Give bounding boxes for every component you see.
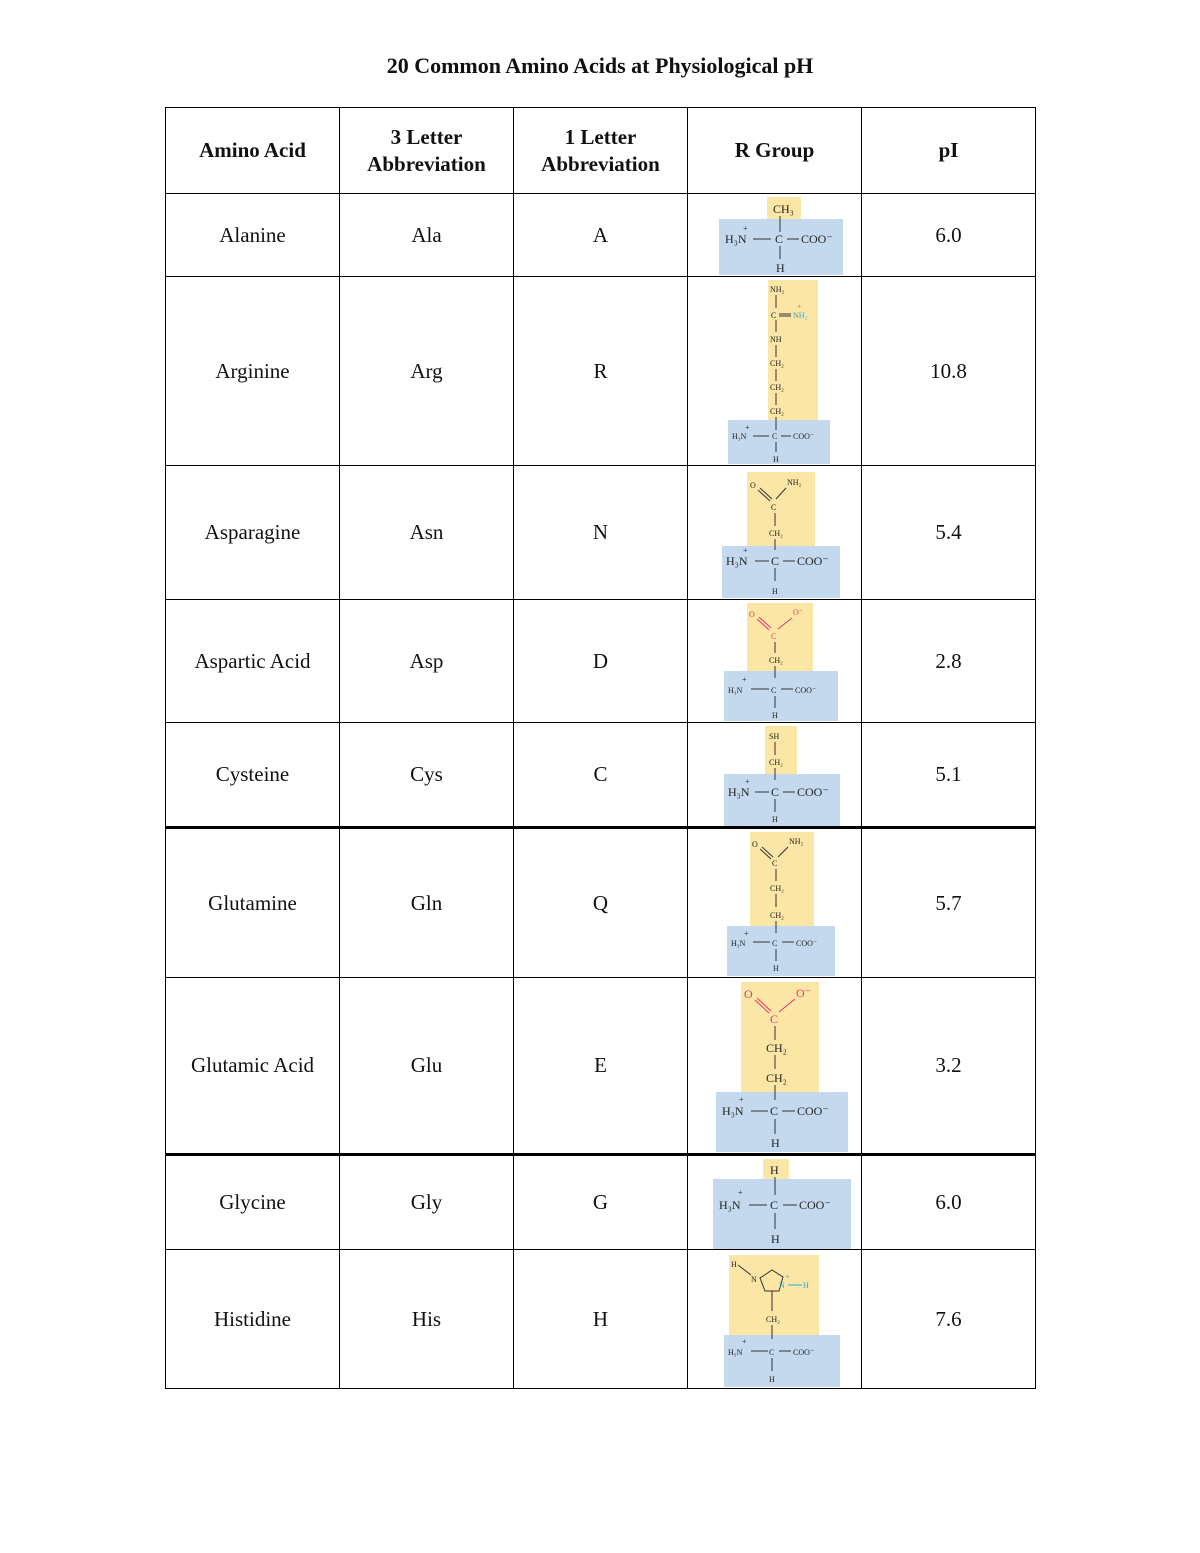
page-title: 20 Common Amino Acids at Physiological pH xyxy=(386,53,814,78)
one-letter-code: R xyxy=(514,277,688,466)
svg-text:COO⁻: COO⁻ xyxy=(795,939,817,948)
svg-text:H₃N: H₃N xyxy=(721,1103,744,1118)
table-row xyxy=(166,600,1036,723)
svg-text:C: C xyxy=(769,1011,778,1026)
header-row xyxy=(166,108,1036,194)
svg-text:COO⁻: COO⁻ xyxy=(796,553,829,568)
pi-value: 6.0 xyxy=(862,1155,1036,1250)
amino-acid-name: Glutamine xyxy=(166,828,340,978)
pi-value: 6.0 xyxy=(862,194,1036,277)
histidine-structure-icon xyxy=(695,1251,855,1387)
svg-text:O: O xyxy=(749,480,756,490)
svg-text:CH₂: CH₂ xyxy=(768,528,783,538)
svg-text:O: O xyxy=(748,610,755,619)
svg-text:O⁻: O⁻ xyxy=(795,985,811,1000)
svg-text:+: + xyxy=(738,1094,744,1104)
svg-text:H: H xyxy=(775,261,785,275)
svg-text:CH₂: CH₂ xyxy=(765,1070,787,1085)
svg-text:C: C xyxy=(770,686,776,695)
three-letter-code: Asp xyxy=(340,600,514,723)
three-letter-code: His xyxy=(340,1250,514,1389)
svg-text:NH₂: NH₂ xyxy=(786,477,801,487)
svg-text:CH₂: CH₂ xyxy=(769,383,784,392)
svg-text:C: C xyxy=(774,232,783,246)
one-letter-code: Q xyxy=(514,828,688,978)
svg-text:+: + xyxy=(744,776,750,786)
amino-acid-table xyxy=(165,107,1036,1389)
glutamine-structure-icon xyxy=(695,830,855,976)
svg-text:H: H xyxy=(771,711,778,720)
svg-text:+: + xyxy=(741,675,747,684)
svg-text:COO⁻: COO⁻ xyxy=(800,232,833,246)
svg-text:NH₂: NH₂ xyxy=(788,837,803,846)
amino-acid-name: Arginine xyxy=(166,277,340,466)
svg-text:CH₃: CH₃ xyxy=(772,202,794,216)
svg-text:H: H xyxy=(770,1231,780,1246)
amino-acid-name: Glutamic Acid xyxy=(166,978,340,1155)
svg-text:NH₂: NH₂ xyxy=(769,285,784,294)
aspartic-acid-structure-icon xyxy=(695,601,855,721)
svg-text:O⁻: O⁻ xyxy=(792,608,803,617)
svg-text:H: H xyxy=(770,1135,780,1150)
svg-text:C: C xyxy=(770,553,779,568)
svg-text:C: C xyxy=(769,1197,778,1212)
header-three-letter: 3 Letter Abbreviation xyxy=(340,108,514,194)
svg-text:C: C xyxy=(770,311,776,320)
one-letter-code: D xyxy=(514,600,688,723)
svg-text:+: + xyxy=(741,1337,747,1346)
asparagine-structure-icon xyxy=(695,468,855,598)
table-row xyxy=(166,1155,1036,1250)
table-row xyxy=(166,828,1036,978)
svg-text:H₃N: H₃N xyxy=(727,686,742,695)
r-group-cell xyxy=(688,723,862,828)
amino-acid-name: Histidine xyxy=(166,1250,340,1389)
svg-text:H: H xyxy=(771,814,778,824)
svg-text:N: N xyxy=(750,1275,757,1284)
svg-text:+: + xyxy=(737,1187,743,1197)
svg-text:O: O xyxy=(743,986,753,1001)
svg-text:CH₂: CH₂ xyxy=(769,911,784,920)
svg-text:CH₂: CH₂ xyxy=(768,757,783,767)
svg-text:CH₂: CH₂ xyxy=(765,1315,780,1324)
header-r-group: R Group xyxy=(688,108,862,194)
r-group-cell xyxy=(688,978,862,1155)
svg-text:COO⁻: COO⁻ xyxy=(796,784,829,799)
svg-text:COO⁻: COO⁻ xyxy=(792,1348,814,1357)
svg-text:H₃N: H₃N xyxy=(725,553,748,568)
svg-text:N: N xyxy=(778,1281,785,1290)
r-group-cell xyxy=(688,1155,862,1250)
svg-text:H: H xyxy=(769,1162,779,1177)
r-group-cell xyxy=(688,466,862,600)
svg-text:CH₂: CH₂ xyxy=(765,1040,787,1055)
svg-text:+: + xyxy=(743,929,749,938)
svg-text:H: H xyxy=(771,586,778,596)
svg-text:CH₂: CH₂ xyxy=(769,884,784,893)
three-letter-code: Gln xyxy=(340,828,514,978)
header-pi: pI xyxy=(862,108,1036,194)
svg-text:C: C xyxy=(770,502,776,512)
three-letter-code: Cys xyxy=(340,723,514,828)
svg-text:C: C xyxy=(771,432,777,441)
table-row xyxy=(166,466,1036,600)
one-letter-code: A xyxy=(514,194,688,277)
svg-text:H: H xyxy=(772,455,779,464)
pi-value: 10.8 xyxy=(862,277,1036,466)
r-group-cell xyxy=(688,1250,862,1389)
svg-text:H₃N: H₃N xyxy=(730,939,745,948)
svg-text:CH₂: CH₂ xyxy=(769,407,784,416)
svg-text:C: C xyxy=(770,784,779,799)
pi-value: 7.6 xyxy=(862,1250,1036,1389)
pi-value: 5.1 xyxy=(862,723,1036,828)
three-letter-code: Gly xyxy=(340,1155,514,1250)
svg-text:CH₂: CH₂ xyxy=(768,656,783,665)
table-row xyxy=(166,723,1036,828)
r-group-cell xyxy=(688,828,862,978)
svg-text:H: H xyxy=(772,964,779,973)
svg-text:H₃N: H₃N xyxy=(718,1197,741,1212)
table-row xyxy=(166,1250,1036,1389)
svg-text:CH₂: CH₂ xyxy=(769,359,784,368)
cysteine-structure-icon xyxy=(695,724,855,826)
svg-text:NH₂: NH₂ xyxy=(792,311,807,320)
pi-value: 3.2 xyxy=(862,978,1036,1155)
svg-text:H: H xyxy=(802,1281,809,1290)
svg-text:C: C xyxy=(771,939,777,948)
one-letter-code: N xyxy=(514,466,688,600)
svg-text:COO⁻: COO⁻ xyxy=(794,686,816,695)
three-letter-code: Glu xyxy=(340,978,514,1155)
svg-text:H: H xyxy=(768,1375,775,1384)
r-group-cell xyxy=(688,277,862,466)
svg-text:C: C xyxy=(771,859,777,868)
amino-acid-name: Alanine xyxy=(166,194,340,277)
svg-text:C: C xyxy=(768,1348,774,1357)
svg-text:H₃N: H₃N xyxy=(727,784,750,799)
svg-text:+: + xyxy=(796,302,802,311)
header-amino-acid: Amino Acid xyxy=(166,108,340,194)
svg-text:COO⁻: COO⁻ xyxy=(792,432,814,441)
glutamic-acid-structure-icon xyxy=(695,980,855,1152)
svg-text:C: C xyxy=(770,632,776,641)
alanine-structure-icon xyxy=(695,195,855,275)
table-row xyxy=(166,277,1036,466)
svg-text:+: + xyxy=(742,224,748,233)
three-letter-code: Asn xyxy=(340,466,514,600)
svg-text:H₃N: H₃N xyxy=(724,232,747,246)
one-letter-code: C xyxy=(514,723,688,828)
svg-text:+: + xyxy=(784,1272,790,1281)
glycine-structure-icon xyxy=(695,1157,855,1249)
svg-text:NH: NH xyxy=(769,335,782,344)
svg-text:H₃N: H₃N xyxy=(731,432,746,441)
pi-value: 5.7 xyxy=(862,828,1036,978)
r-group-cell xyxy=(688,600,862,723)
svg-text:+: + xyxy=(744,423,750,432)
header-one-letter: 1 Letter Abbreviation xyxy=(514,108,688,194)
amino-acid-name: Aspartic Acid xyxy=(166,600,340,723)
one-letter-code: G xyxy=(514,1155,688,1250)
table-row xyxy=(166,194,1036,277)
svg-text:H₃N: H₃N xyxy=(727,1348,742,1357)
svg-text:H: H xyxy=(730,1260,737,1269)
table-row xyxy=(166,978,1036,1155)
pi-value: 2.8 xyxy=(862,600,1036,723)
svg-text:+: + xyxy=(742,545,748,555)
amino-acid-name: Cysteine xyxy=(166,723,340,828)
pi-value: 5.4 xyxy=(862,466,1036,600)
three-letter-code: Arg xyxy=(340,277,514,466)
svg-text:O: O xyxy=(751,840,758,849)
svg-text:COO⁻: COO⁻ xyxy=(796,1103,829,1118)
arginine-structure-icon xyxy=(695,278,855,464)
svg-text:C: C xyxy=(769,1103,778,1118)
one-letter-code: H xyxy=(514,1250,688,1389)
amino-acid-name: Asparagine xyxy=(166,466,340,600)
r-group-cell xyxy=(688,194,862,277)
three-letter-code: Ala xyxy=(340,194,514,277)
one-letter-code: E xyxy=(514,978,688,1155)
svg-text:SH: SH xyxy=(768,731,779,741)
amino-acid-name: Glycine xyxy=(166,1155,340,1250)
svg-text:COO⁻: COO⁻ xyxy=(798,1197,831,1212)
